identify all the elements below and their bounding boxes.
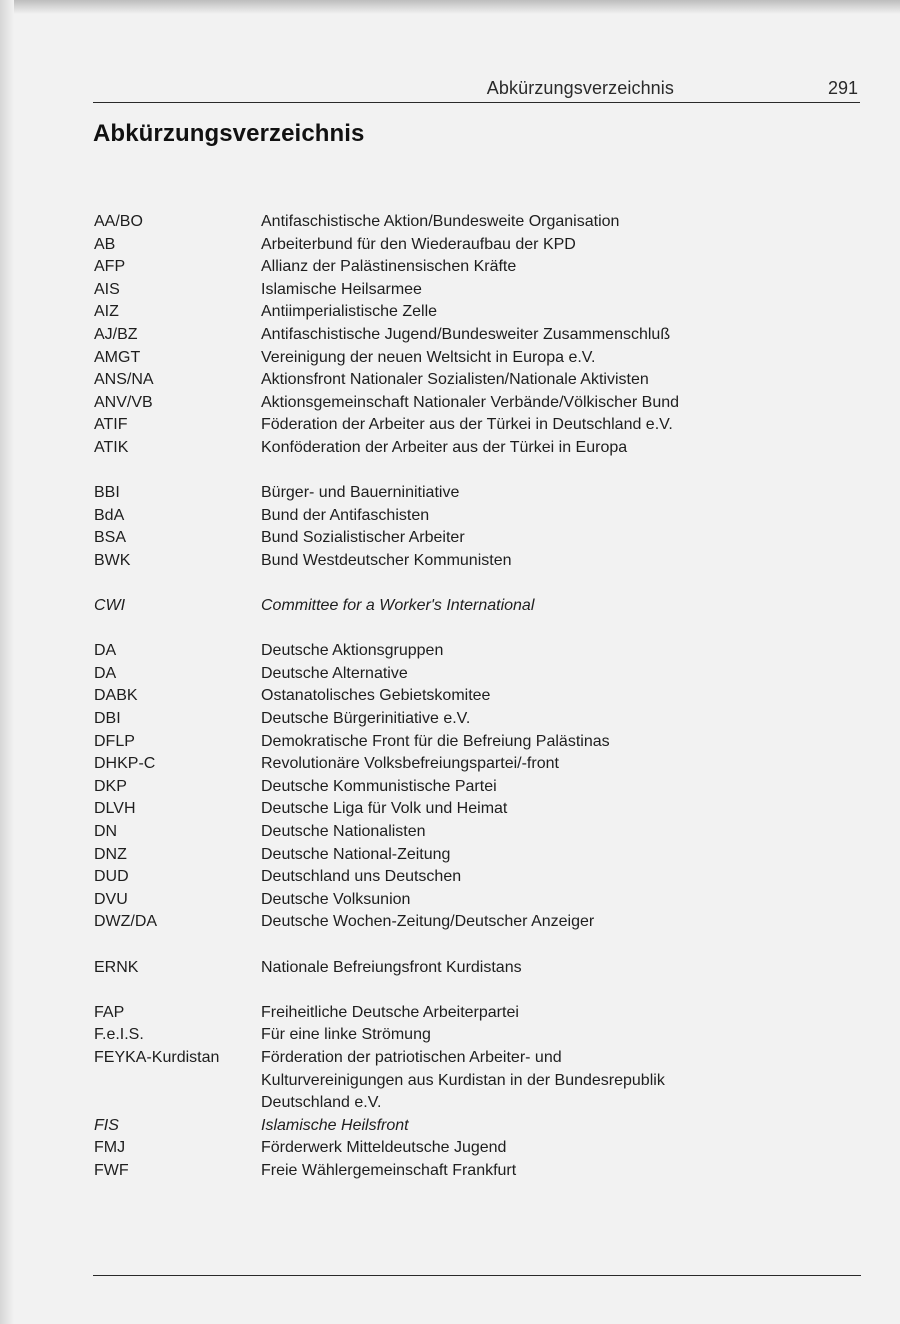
abbreviation-term: BSA	[94, 529, 127, 547]
abbreviation-definition: Allianz der Palästinensischen Kräfte	[261, 258, 517, 276]
abbreviation-definition: Antifaschistische Aktion/Bundesweite Organisation	[261, 213, 620, 230]
abbreviation-entry	[94, 369, 854, 392]
abbreviation-entry	[94, 889, 854, 912]
abbreviation-entry	[94, 414, 854, 437]
abbreviation-definition: Islamische Heilsfront	[261, 1116, 409, 1134]
abbreviation-definition: Ostanatolisches Gebietskomitee	[261, 687, 491, 705]
abbreviation-entry	[94, 256, 854, 279]
abbreviation-definition: Revolutionäre Volksbefreiungspartei/-front	[261, 755, 559, 773]
abbreviation-list	[94, 211, 854, 1183]
abbreviation-definition: Deutsche Kommunistische Partei	[261, 777, 497, 795]
abbreviation-entry	[94, 392, 854, 415]
abbreviation-term: FEYKA-Kurdistan	[94, 1048, 220, 1066]
abbreviation-term: AMGT	[94, 348, 141, 366]
abbreviation-entry	[94, 957, 854, 980]
abbreviation-entry	[94, 866, 854, 889]
abbreviation-entry	[94, 731, 854, 754]
abbreviation-term: ANV/VB	[94, 393, 153, 411]
abbreviation-entry	[94, 437, 854, 460]
abbreviation-definition: Für eine linke Strömung	[261, 1026, 431, 1044]
abbreviation-entry	[94, 1024, 854, 1047]
abbreviation-entry	[94, 640, 854, 663]
abbreviation-term: FWF	[94, 1161, 129, 1179]
abbreviation-entry	[94, 324, 854, 347]
abbreviation-term: AFP	[94, 258, 126, 276]
abbreviation-term: DUD	[94, 868, 129, 886]
abbreviation-term: DVU	[94, 890, 128, 908]
abbreviation-term: BWK	[94, 551, 131, 569]
abbreviation-entry	[94, 708, 854, 731]
abbreviation-term: DKP	[94, 777, 127, 795]
abbreviation-entry	[94, 527, 854, 550]
abbreviation-term: AIS	[94, 280, 120, 298]
abbreviation-entry	[94, 482, 854, 505]
abbreviation-term: FAP	[94, 1003, 125, 1021]
abbreviation-term: DABK	[94, 687, 138, 705]
abbreviation-term: ANS/NA	[94, 371, 154, 389]
abbreviation-entry	[94, 550, 854, 573]
abbreviation-entry	[94, 663, 854, 686]
abbreviation-definition: Föderation der Arbeiter aus der Türkei in Deutschland e.V.	[261, 416, 673, 434]
abbreviation-definition: Bund Westdeutscher Kommunisten	[261, 551, 512, 569]
abbreviation-term: AA/BO	[94, 213, 143, 230]
abbreviation-definition: Freie Wählergemeinschaft Frankfurt	[261, 1161, 517, 1179]
abbreviation-definition: Förderation der patriotischen Arbeiter- und Kulturvereinigungen aus Kurdistan in der Bundesrepublik Deutschland e.V.	[261, 1048, 665, 1112]
abbreviation-entry	[94, 753, 854, 776]
abbreviation-definition: Deutsche Alternative	[261, 664, 408, 682]
abbreviation-entry	[94, 844, 854, 867]
abbreviation-definition: Förderwerk Mitteldeutsche Jugend	[261, 1139, 507, 1157]
abbreviation-definition: Nationale Befreiungsfront Kurdistans	[261, 958, 522, 976]
abbreviation-term: DLVH	[94, 800, 136, 818]
abbreviation-term: AB	[94, 235, 116, 253]
chapter-title: Abkürzungsverzeichnis	[93, 120, 365, 147]
abbreviation-definition: Konföderation der Arbeiter aus der Türkei in Europa	[261, 438, 628, 456]
running-head-title: Abkürzungsverzeichnis	[486, 78, 674, 98]
abbreviation-definition: Aktionsfront Nationaler Sozialisten/Nationale Aktivisten	[261, 371, 649, 389]
abbreviation-definition: Deutsche Nationalisten	[261, 823, 426, 841]
abbreviation-definition: Arbeiterbund für den Wiederaufbau der KPD	[261, 235, 576, 253]
abbreviation-definition: Deutsche Volksunion	[261, 890, 411, 908]
abbreviation-definition: Islamische Heilsarmee	[261, 280, 422, 298]
abbreviation-term: ERNK	[94, 958, 139, 976]
abbreviation-definition: Bund Sozialistischer Arbeiter	[261, 529, 465, 547]
abbreviation-definition: Deutschland uns Deutschen	[261, 868, 462, 886]
abbreviation-term: F.e.I.S.	[94, 1026, 144, 1044]
abbreviation-entry	[94, 776, 854, 799]
bottom-rule	[93, 1275, 861, 1276]
abbreviation-definition: Deutsche Bürgerinitiative e.V.	[261, 710, 471, 728]
abbreviation-term: BBI	[94, 484, 120, 502]
abbreviation-entry	[94, 505, 854, 528]
abbreviation-term: DBI	[94, 710, 121, 728]
abbreviation-entry	[94, 911, 854, 934]
abbreviation-entry	[94, 798, 854, 821]
abbreviation-term: ATIF	[94, 416, 128, 434]
abbreviation-entry	[94, 347, 854, 370]
abbreviation-definition: Antifaschistische Jugend/Bundesweiter Zusammenschluß	[261, 325, 671, 343]
abbreviation-definition: Vereinigung der neuen Weltsicht in Europa e.V.	[261, 348, 596, 366]
abbreviation-definition: Deutsche National-Zeitung	[261, 845, 451, 863]
abbreviation-entry	[94, 211, 854, 234]
abbreviation-definition: Committee for a Worker's International	[261, 597, 535, 615]
abbreviation-definition: Bürger- und Bauerninitiative	[261, 484, 460, 502]
abbreviation-entry	[94, 1047, 854, 1115]
abbreviation-term: FMJ	[94, 1139, 126, 1157]
abbreviation-term: DHKP-C	[94, 755, 156, 773]
abbreviation-entry	[94, 234, 854, 257]
abbreviation-term: DA	[94, 664, 117, 682]
abbreviation-entry	[94, 821, 854, 844]
abbreviation-definition: Freiheitliche Deutsche Arbeiterpartei	[261, 1003, 519, 1021]
abbreviation-definition: Aktionsgemeinschaft Nationaler Verbände/Völkischer Bund	[261, 393, 680, 411]
abbreviation-term: BdA	[94, 506, 125, 524]
abbreviation-term: DNZ	[94, 845, 127, 863]
abbreviation-term: DA	[94, 642, 117, 660]
abbreviation-entry	[94, 1160, 854, 1183]
abbreviation-definition: Deutsche Liga für Volk und Heimat	[261, 800, 508, 818]
abbreviation-entry	[94, 595, 854, 618]
abbreviation-definition: Deutsche Aktionsgruppen	[261, 642, 444, 660]
abbreviation-term: DN	[94, 823, 118, 841]
abbreviation-term: AJ/BZ	[94, 325, 138, 343]
abbreviation-term: CWI	[94, 597, 126, 615]
abbreviation-term: FIS	[94, 1116, 119, 1134]
abbreviation-entry	[94, 1137, 854, 1160]
abbreviation-definition: Demokratische Front für die Befreiung Palästinas	[261, 732, 610, 750]
running-head	[93, 76, 860, 103]
abbreviation-entry	[94, 685, 854, 708]
abbreviation-term: ATIK	[94, 438, 129, 456]
abbreviation-term: DFLP	[94, 732, 135, 750]
abbreviation-definition: Antiimperialistische Zelle	[261, 303, 438, 321]
abbreviation-definition: Deutsche Wochen-Zeitung/Deutscher Anzeiger	[261, 913, 595, 931]
abbreviation-entry	[94, 1115, 854, 1138]
abbreviation-entry	[94, 1002, 854, 1025]
abbreviation-term: DWZ/DA	[94, 913, 158, 931]
abbreviation-term: AIZ	[94, 303, 119, 321]
abbreviation-definition: Bund der Antifaschisten	[261, 506, 430, 524]
abbreviation-entry	[94, 279, 854, 302]
abbreviation-entry	[94, 301, 854, 324]
page-number: 291	[827, 78, 858, 98]
